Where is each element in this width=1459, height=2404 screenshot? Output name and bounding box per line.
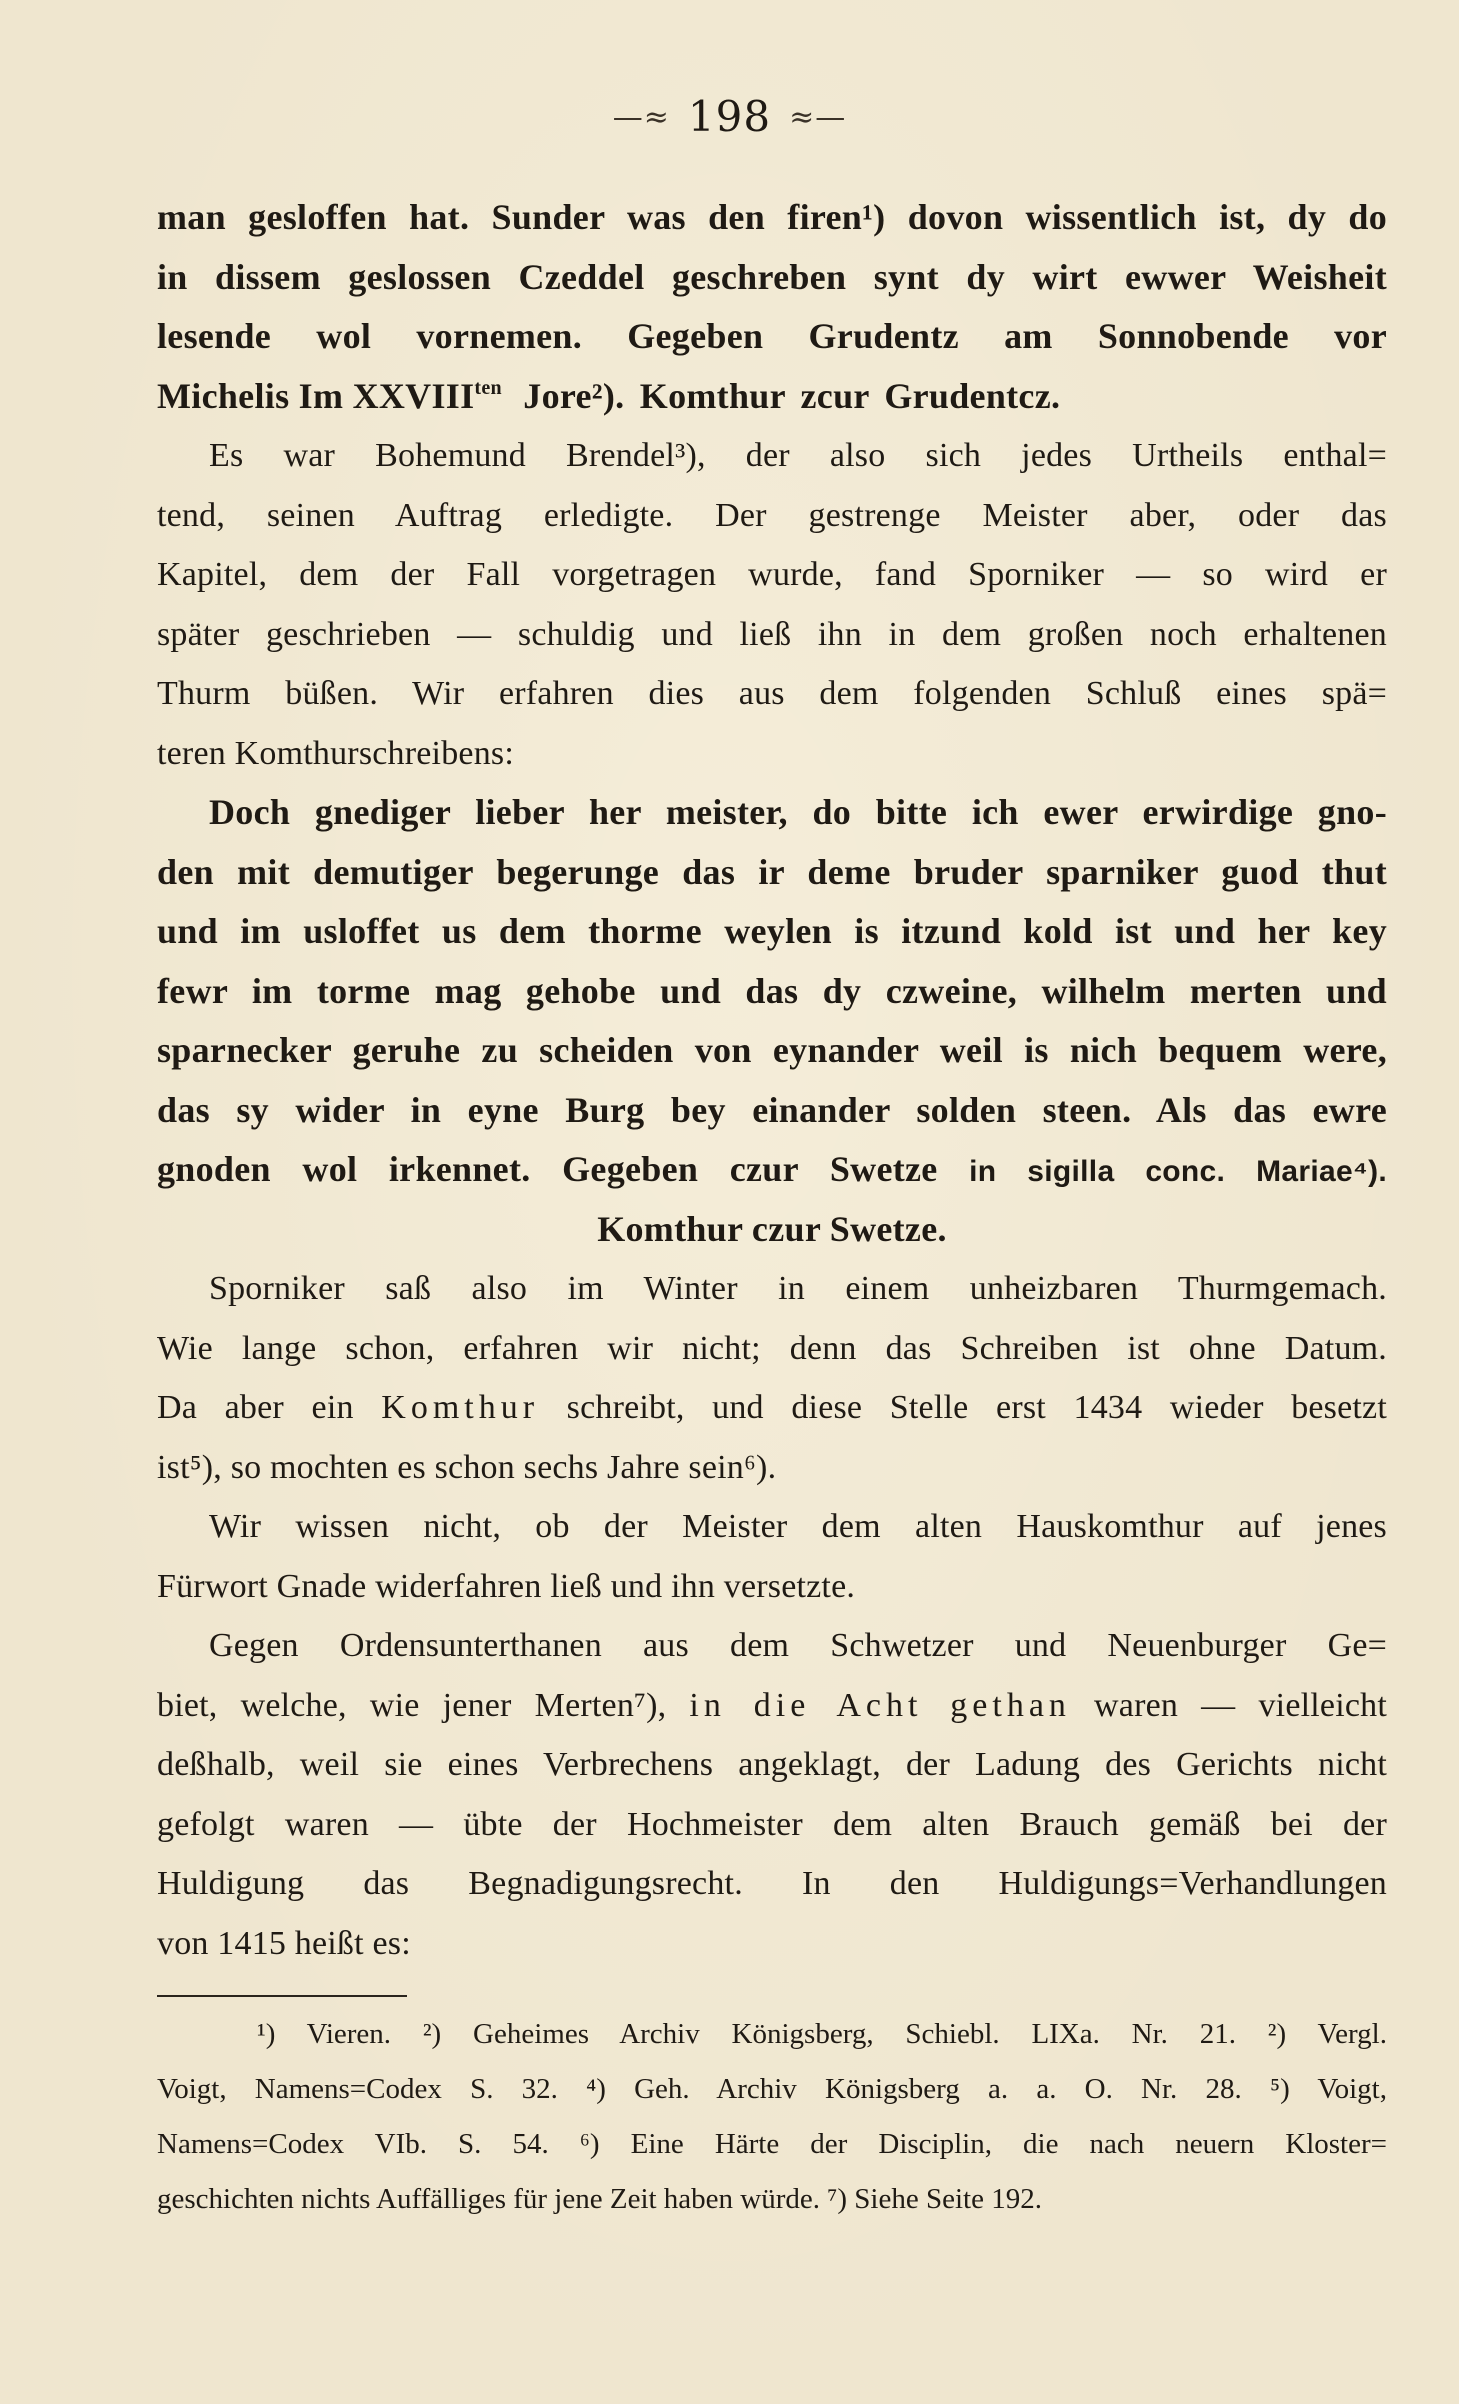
paragraph-line: Thurm büßen. Wir erfahren dies aus dem folgenden Schluß eines spä= xyxy=(157,675,1387,712)
footnote-line: geschichten nichts Auffälliges für jene Zeit haben würde. ⁷) Siehe Seite 192. xyxy=(157,2183,1042,2215)
paragraph-line: ist⁵), so mochten es schon sechs Jahre sein⁶). xyxy=(157,1448,777,1486)
paragraph-line: Es war Bohemund Brendel³), der also sich jedes Urtheils enthal= xyxy=(209,437,1387,474)
paragraph-line: Gegen Ordensunterthanen aus dem Schwetzer und Neuenburger Ge= xyxy=(209,1627,1387,1664)
paragraph-line: deßhalb, weil sie eines Verbrechens angeklagt, der Ladung des Gerichts nicht xyxy=(157,1746,1387,1783)
document-line: in dissem geslossen Czeddel geschreben synt dy wirt ewwer Weisheit xyxy=(157,256,1387,297)
paragraph-line: Wir wissen nicht, ob der Meister dem alten Hauskomthur auf jenes xyxy=(209,1508,1387,1545)
paragraph-line: später geschrieben — schuldig und ließ ihn in dem großen noch erhaltenen xyxy=(157,615,1387,653)
paragraph-line: von 1415 heißt es: xyxy=(157,1924,411,1962)
paragraph-line: Huldigung das Begnadigungsrecht. In den Huldigungs=Verhandlungen xyxy=(157,1865,1387,1902)
paragraph-line: Sporniker saß also im Winter in einem unheizbaren Thurmgemach. xyxy=(209,1270,1387,1307)
paragraph-fragment: schreibt, und diese Stelle erst 1434 wieder besetzt xyxy=(566,1389,1387,1426)
paragraph-line xyxy=(157,1378,1387,1438)
document-line xyxy=(157,367,1387,427)
footnote-line: Voigt, Namens=Codex S. 32. ⁴) Geh. Archiv Königsberg a. a. O. Nr. 28. ⁵) Voigt, xyxy=(157,2073,1387,2105)
document-line: sparnecker geruhe zu scheiden von eynander weil is nich bequem were, xyxy=(157,1030,1387,1070)
header-right-ornament: ≈— xyxy=(789,100,847,135)
paragraph-line xyxy=(157,1676,1387,1736)
paragraph-fragment: Da aber ein xyxy=(157,1389,354,1426)
document-line: den mit demutiger begerunge das ir deme bruder sparniker guod thut xyxy=(157,851,1387,892)
paragraph-fragment: biet, welche, wie jener Merten⁷), xyxy=(157,1686,667,1724)
main-text xyxy=(157,188,1387,1973)
document-line: lesende wol vornemen. Gegeben Grudentz am Sonnobende vor xyxy=(157,316,1387,356)
spaced-phrase-acht: in die Acht gethan xyxy=(689,1686,1071,1724)
page-number: 198 xyxy=(687,92,772,141)
document-line: und im usloffet us dem thorme weylen is itzund kold ist und her key xyxy=(157,911,1387,951)
spaced-word-komthur: Komthur xyxy=(381,1389,540,1426)
document-line: Doch gnediger lieber her meister, do bitte ich ewer erwirdige gno- xyxy=(209,792,1387,832)
page-header xyxy=(0,92,1459,141)
footnote-line: ¹) Vieren. ²) Geheimes Archiv Königsberg, Schiebl. LIXa. Nr. 21. ²) Vergl. xyxy=(257,2018,1387,2050)
footnote-line: Namens=Codex VIb. S. 54. ⁶) Eine Härte der Disciplin, die nach neuern Kloster= xyxy=(157,2128,1387,2160)
document-line: das sy wider in eyne Burg bey einander solden steen. Als das ewre xyxy=(157,1089,1387,1130)
document-date-fragment: Michelis Im XXVIII xyxy=(157,375,475,416)
footnotes xyxy=(157,2007,1387,2227)
paragraph-line: Kapitel, dem der Fall vorgetragen wurde, fand Sporniker — so wird er xyxy=(157,556,1387,593)
paragraph-fragment: waren — vielleicht xyxy=(1094,1686,1387,1724)
document-signature-fragment: Jore²). Komthur zcur Grudentcz. xyxy=(523,375,1061,416)
paragraph-line: Fürwort Gnade widerfahren ließ und ihn versetzte. xyxy=(157,1567,856,1605)
paragraph-line: tend, seinen Auftrag erledigte. Der gestrenge Meister aber, oder das xyxy=(157,496,1387,534)
document-signature: Komthur czur Swetze. xyxy=(597,1208,947,1249)
paragraph-line: Wie lange schon, erfahren wir nicht; denn das Schreiben ist ohne Datum. xyxy=(157,1329,1387,1367)
header-left-ornament: —≈ xyxy=(612,100,670,135)
document-line: man gesloffen hat. Sunder was den firen¹) dovon wissentlich ist, dy do xyxy=(157,197,1387,237)
paragraph-line: teren Komthurschreibens: xyxy=(157,734,514,772)
document-line xyxy=(157,1140,1387,1200)
document-place-fragment: gnoden wol irkennet. Gegeben czur Swetze xyxy=(157,1149,938,1189)
document-line: fewr im torme mag gehobe und das dy czweine, wilhelm merten und xyxy=(157,970,1387,1011)
superscript-ten: ten xyxy=(474,376,502,399)
paragraph-line: gefolgt waren — übte der Hochmeister dem alten Brauch gemäß bei der xyxy=(157,1805,1387,1843)
document-seal-fragment: in sigilla conc. Mariae⁴). xyxy=(969,1155,1387,1188)
footnote-divider xyxy=(157,1995,407,1997)
